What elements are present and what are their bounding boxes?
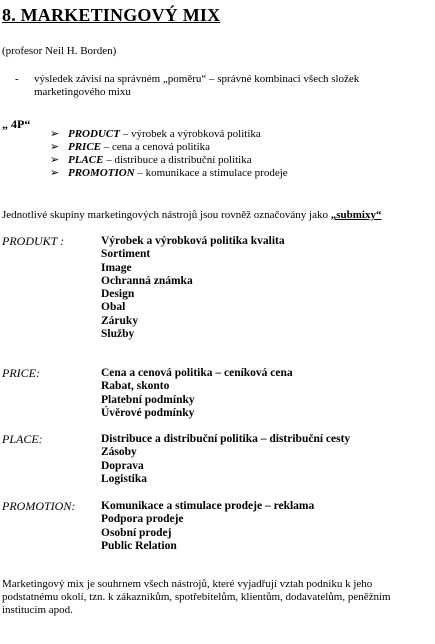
four-p-heading: „ 4P“ <box>2 117 31 131</box>
group-item: Distribuce a distribuční politika – distribuční cesty <box>101 433 351 445</box>
group-items-place <box>101 433 350 486</box>
bullet-price <box>50 141 210 154</box>
group-label-promotion: PROMOTION: <box>2 499 76 513</box>
group-item: Logistika <box>101 472 148 485</box>
group-item: Komunikace a stimulace prodeje – reklama <box>101 500 315 512</box>
group-item: Obal <box>101 301 126 314</box>
dash-item-text: výsledek závisí na správném „poměru“ – správné kombinaci všech složek marketingového mixu <box>34 73 360 98</box>
bullet-desc: – distribuce a distribuční politika <box>103 154 252 166</box>
group-items-produkt <box>101 235 285 341</box>
closing-paragraph: Marketingový mix je souhrnem všech nástrojů, které vyjadřují vztah podniku k jeho podstatnému okolí, tzn. k zákazníkům, spotřebitelům, klientům, dodavatelům, peněžním institucím apod. <box>2 578 391 616</box>
bullet-promotion <box>50 167 288 180</box>
group-item: Výrobek a výrobková politika kvalita <box>101 235 285 247</box>
group-item: Sortiment <box>101 248 151 261</box>
group-label-produkt: PRODUKT : <box>2 234 65 248</box>
group-item: Design <box>101 288 135 301</box>
group-item: Ochranná známka <box>101 274 193 287</box>
dash-marker: - <box>15 73 19 85</box>
submix-line <box>2 209 381 222</box>
group-item: Služby <box>101 328 135 341</box>
group-items-price <box>101 367 293 420</box>
bullet-desc: – výrobek a výrobková politika <box>119 128 261 140</box>
bullet-term: PRICE <box>68 141 102 153</box>
group-item: Podpora prodeje <box>101 513 184 526</box>
arrow-bullet-icon: ➢ <box>50 128 60 140</box>
bullet-desc: – komunikace a stimulace prodeje <box>134 167 288 179</box>
bullet-place <box>50 154 252 167</box>
bullet-term: PLACE <box>68 154 104 166</box>
group-item: Public Relation <box>101 539 177 552</box>
submix-text: Jednotlivé skupiny marketingových nástrojů jsou rovněž označovány jako <box>2 209 331 221</box>
group-item: Záruky <box>101 314 139 327</box>
group-label-place: PLACE: <box>2 432 43 446</box>
group-item: Zásoby <box>101 446 137 459</box>
bullet-desc: – cena a cenová politika <box>101 141 211 153</box>
arrow-bullet-icon: ➢ <box>50 167 60 179</box>
author-line: (profesor Neil H. Borden) <box>2 45 117 57</box>
group-item: Osobní prodej <box>101 526 172 539</box>
bullet-product <box>50 128 261 141</box>
group-label-price: PRICE: <box>2 366 40 380</box>
group-item: Úvěrové podmínky <box>101 406 195 419</box>
arrow-bullet-icon: ➢ <box>50 141 60 153</box>
group-items-promotion <box>101 500 314 553</box>
group-item: Platební podmínky <box>101 393 195 406</box>
group-item: Image <box>101 261 132 274</box>
group-item: Cena a cenová politika – ceníková cena <box>101 367 293 379</box>
group-item: Rabat, skonto <box>101 380 170 393</box>
submix-term: „submixy“ <box>330 209 382 221</box>
bullet-term: PROMOTION <box>68 167 135 179</box>
group-item: Doprava <box>101 459 144 472</box>
arrow-bullet-icon: ➢ <box>50 154 60 166</box>
page-title: 8. MARKETINGOVÝ MIX <box>2 5 221 25</box>
bullet-term: PRODUCT <box>68 128 120 140</box>
